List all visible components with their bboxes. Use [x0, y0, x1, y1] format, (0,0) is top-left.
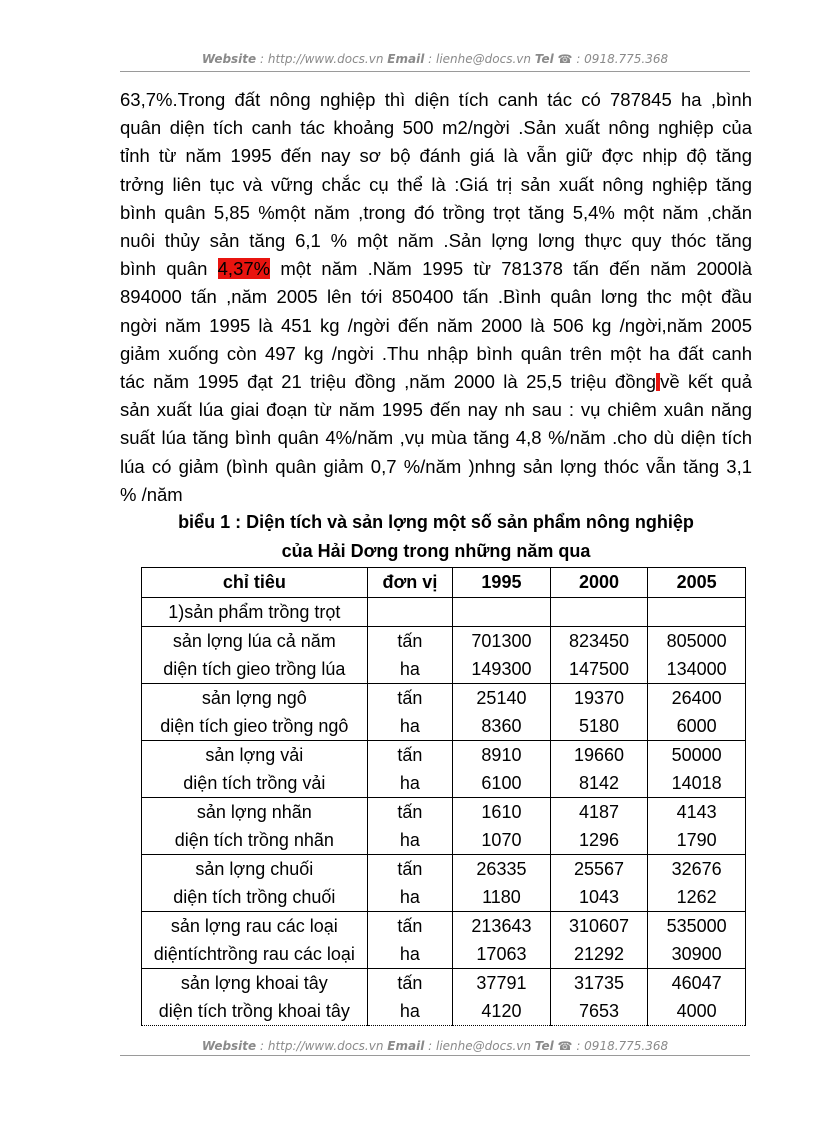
table-row: [142, 627, 746, 656]
phone-icon: ☎: [557, 52, 573, 66]
website-label: Website: [201, 1039, 257, 1053]
table-caption-line-2: của Hải Dơng trong những năm qua: [281, 541, 591, 561]
value-2005-cell: 535000: [648, 912, 746, 941]
table-row: [142, 684, 746, 713]
value-2005-cell: 6000: [648, 712, 746, 741]
value-1995-cell: 37791: [453, 969, 551, 998]
unit-cell: tấn: [367, 969, 452, 998]
empty-cell: [648, 598, 746, 627]
email-label: Email: [387, 52, 425, 66]
value-1995-cell: 26335: [453, 855, 551, 884]
table-row: [142, 712, 746, 741]
value-2000-cell: 19660: [550, 741, 648, 770]
header-cell: đơn vị: [367, 568, 452, 598]
value-2000-cell: 1296: [550, 826, 648, 855]
unit-cell: tấn: [367, 912, 452, 941]
text-line: ngời năm 1995 là 451 kg /ngời đến năm 2000 là 506 kg /ngời,năm 2005: [120, 314, 752, 336]
table-row: [142, 855, 746, 884]
highlighted-value: 4,37%: [217, 258, 271, 280]
value-2005-cell: 1262: [648, 883, 746, 912]
unit-cell: tấn: [367, 684, 452, 713]
value-2005-cell: 50000: [648, 741, 746, 770]
table-row: [142, 769, 746, 798]
value-2000-cell: 8142: [550, 769, 648, 798]
value-2005-cell: 4000: [648, 997, 746, 1026]
unit-cell: tấn: [367, 627, 452, 656]
header-divider: [120, 71, 750, 72]
website-url[interactable]: : http://www.docs.vn: [260, 52, 384, 66]
value-2000-cell: 823450: [550, 627, 648, 656]
tel-number: : 0918.775.368: [576, 52, 669, 66]
phone-icon: ☎: [557, 1039, 573, 1053]
value-2000-cell: 31735: [550, 969, 648, 998]
table-row: [142, 912, 746, 941]
value-1995-cell: 213643: [453, 912, 551, 941]
text-line: quân diện tích canh tác khoảng 500 m2/ngời .Sản xuất nông nghiệp của: [120, 117, 752, 139]
unit-cell: tấn: [367, 741, 452, 770]
unit-cell: ha: [367, 826, 452, 855]
row-label-cell: diện tích trồng vải: [142, 769, 368, 798]
table-row: [142, 826, 746, 855]
value-2005-cell: 1790: [648, 826, 746, 855]
table-row: [142, 741, 746, 770]
value-1995-cell: 1180: [453, 883, 551, 912]
row-label-cell: diện tích gieo trồng ngô: [142, 712, 368, 741]
table-row: [142, 997, 746, 1026]
production-table: [141, 567, 746, 1026]
header-cell: 1995: [453, 568, 551, 598]
table-row: [142, 883, 746, 912]
text-fragment: bình quân: [120, 258, 208, 280]
empty-cell: [453, 598, 551, 627]
table-row: [142, 798, 746, 827]
header-cell: 2005: [648, 568, 746, 598]
row-label-cell: diện tích trồng khoai tây: [142, 997, 368, 1026]
empty-cell: [550, 598, 648, 627]
unit-cell: ha: [367, 769, 452, 798]
row-label-cell: diện tích trồng nhãn: [142, 826, 368, 855]
row-label-cell: diện tích gieo trồng lúa: [142, 655, 368, 684]
row-label-cell: diện tích trồng chuối: [142, 883, 368, 912]
text-fragment: một năm .Năm 1995 từ 781378 tấn đến năm 2000là: [270, 258, 752, 280]
unit-cell: ha: [367, 712, 452, 741]
value-2005-cell: 14018: [648, 769, 746, 798]
body-paragraph: [120, 86, 752, 509]
value-2005-cell: 32676: [648, 855, 746, 884]
header-cell: 2000: [550, 568, 648, 598]
text-line: 63,7%.Trong đất nông nghiệp thì diện tích canh tác có 787845 ha ,bình: [120, 89, 752, 110]
value-2000-cell: 21292: [550, 940, 648, 969]
email-address[interactable]: : lienhe@docs.vn: [428, 52, 531, 66]
tel-label: Tel: [534, 1039, 554, 1053]
row-label-cell: sản lợng chuối: [142, 855, 368, 884]
row-label-cell: sản lợng ngô: [142, 684, 368, 713]
table-body: [142, 627, 746, 1026]
text-line: lúa có giảm (bình quân giảm 0,7 %/năm )nhng sản lợng thóc vẫn tăng 3,1: [120, 455, 752, 477]
value-2000-cell: 19370: [550, 684, 648, 713]
text-line: bình quân 5,85 %một năm ,trong đó trồng trọt tăng 5,4% một năm ,chăn: [120, 201, 752, 223]
row-label-cell: sản lợng khoai tây: [142, 969, 368, 998]
tel-label: Tel: [534, 52, 554, 66]
empty-cell: [367, 598, 452, 627]
value-2005-cell: 30900: [648, 940, 746, 969]
row-label-cell: sản lợng nhãn: [142, 798, 368, 827]
value-2005-cell: 4143: [648, 798, 746, 827]
row-label-cell: diệntíchtrồng rau các loại: [142, 940, 368, 969]
text-fragment: tác năm 1995 đạt 21 triệu đồng ,năm 2000 là 25,5 triệu đồng: [120, 371, 657, 393]
table-header-row: [142, 568, 746, 598]
text-line: giảm xuống còn 497 kg /ngời .Thu nhập bình quân trên một ha đất canh: [120, 342, 752, 364]
value-2000-cell: 4187: [550, 798, 648, 827]
value-1995-cell: 8360: [453, 712, 551, 741]
row-label-cell: sản lợng lúa cả năm: [142, 627, 368, 656]
text-line: nuôi thủy sản tăng 6,1 % một năm .Sản lợng lơng thực quy thóc tăng: [120, 230, 752, 252]
value-2005-cell: 46047: [648, 969, 746, 998]
row-label-cell: sản lợng rau các loại: [142, 912, 368, 941]
table-row: [142, 969, 746, 998]
header-cell: chỉ tiêu: [142, 568, 368, 598]
table-row: [142, 940, 746, 969]
text-line: sản xuất lúa giai đoạn từ năm 1995 đến nay nh sau : vụ chiêm xuân năng: [120, 399, 752, 421]
text-fragment: về kết quả: [660, 371, 752, 393]
value-2005-cell: 26400: [648, 684, 746, 713]
tel-number: : 0918.775.368: [576, 1039, 669, 1053]
value-2005-cell: 134000: [648, 655, 746, 684]
value-2005-cell: 805000: [648, 627, 746, 656]
value-1995-cell: 8910: [453, 741, 551, 770]
value-2000-cell: 147500: [550, 655, 648, 684]
page-header: [120, 52, 750, 66]
value-1995-cell: 1070: [453, 826, 551, 855]
unit-cell: ha: [367, 655, 452, 684]
value-1995-cell: 1610: [453, 798, 551, 827]
text-line: % /năm: [120, 483, 183, 505]
table-row: [142, 655, 746, 684]
value-2000-cell: 25567: [550, 855, 648, 884]
text-line: [120, 255, 752, 283]
value-1995-cell: 25140: [453, 684, 551, 713]
email-label: Email: [387, 1039, 425, 1053]
footer-divider: [120, 1055, 750, 1056]
text-line: tỉnh từ năm 1995 đến nay sơ bộ đánh giá là vẫn giữ đợc nhịp độ tăng: [120, 145, 752, 167]
unit-cell: ha: [367, 997, 452, 1026]
value-1995-cell: 4120: [453, 997, 551, 1026]
value-1995-cell: 149300: [453, 655, 551, 684]
value-2000-cell: 7653: [550, 997, 648, 1026]
text-line: [120, 368, 752, 396]
value-1995-cell: 6100: [453, 769, 551, 798]
value-2000-cell: 310607: [550, 912, 648, 941]
unit-cell: ha: [367, 940, 452, 969]
email-address[interactable]: : lienhe@docs.vn: [428, 1039, 531, 1053]
page-footer: [120, 1039, 750, 1053]
website-label: Website: [201, 52, 257, 66]
text-line: trởng liên tục và vững chắc cụ thể là :Giá trị sản xuất nông nghiệp tăng: [120, 173, 752, 195]
unit-cell: tấn: [367, 798, 452, 827]
section-row: [142, 598, 746, 627]
section-cell: 1)sản phẩm trồng trọt: [142, 598, 368, 627]
unit-cell: ha: [367, 883, 452, 912]
row-label-cell: sản lợng vải: [142, 741, 368, 770]
value-1995-cell: 701300: [453, 627, 551, 656]
text-line: 894000 tấn ,năm 2005 lên tới 850400 tấn .Bình quân lơng thc một đầu: [120, 286, 752, 308]
website-url[interactable]: : http://www.docs.vn: [260, 1039, 384, 1053]
value-2000-cell: 1043: [550, 883, 648, 912]
value-1995-cell: 17063: [453, 940, 551, 969]
text-line: suất lúa tăng bình quân 4%/năm ,vụ mùa tăng 4,8 %/năm .cho dù diện tích: [120, 427, 752, 449]
table-caption-line-1: biểu 1 : Diện tích và sản lợng một số sản phẩm nông nghiệp: [178, 512, 694, 532]
unit-cell: tấn: [367, 855, 452, 884]
value-2000-cell: 5180: [550, 712, 648, 741]
